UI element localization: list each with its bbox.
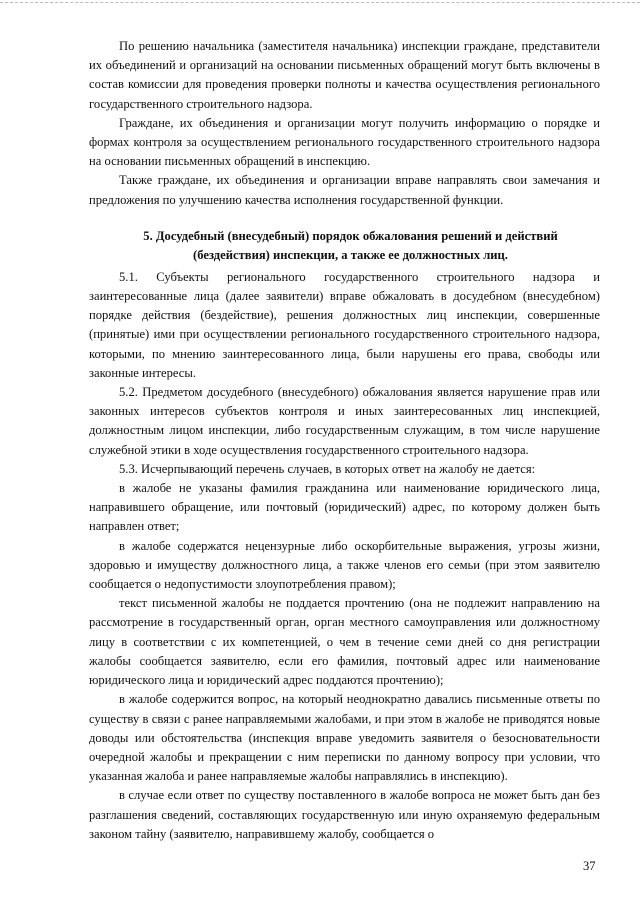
paragraph-5-3: 5.3. Исчерпывающий перечень случаев, в которых ответ на жалобу не дается: bbox=[119, 461, 536, 476]
document-body bbox=[89, 37, 600, 844]
case-repeated: в жалобе содержится вопрос, на который неоднократно давались письменные ответы по существу в связи с ранее направляемыми жалобами, и при этом в жалобе не приводятся новые доводы или обстоятельства (инспекция вправе уведомить заявителя о безосновательности очередной жалобы и прекращении с ним переписки по данному вопросу при условии, что указанная жалоба и ранее направляемые жалобы направлялись в инспекцию). bbox=[89, 692, 600, 784]
case-secret: в случае если ответ по существу поставленного в жалобе вопроса не может быть дан без разглашения сведений, составляющих государственную или иную охраняемую федеральным законом тайну (заявителю, направившему жалобу, сообщается о bbox=[89, 788, 600, 841]
paragraph-information: Граждане, их объединения и организации могут получить информацию о порядке и формах контроля за осуществлением регионального государственного строительного надзора на основании письменных обращений в инспекцию. bbox=[89, 115, 600, 169]
paragraph-5-2: 5.2. Предметом досудебного (внесудебного) обжалования является нарушение прав или законных интересов субъектов контроля и иных заинтересованных лиц инспекцией, должностным лицом инспекции, либо государственным служащим, в том числе нарушение служебной этики в ходе осуществления государственного строительного надзора. bbox=[89, 385, 600, 457]
case-unreadable: текст письменной жалобы не поддается прочтению (она не подлежит направлению на рассмотрение в государственный орган, орган местного самоуправления или должностному лицу в соответствии с их компетенцией, о чем в течение семи дней со дня регистрации жалобы сообщается заявителю, если его фамилия, почтовый адрес или наименование юридического лица и юридический адрес поддаются прочтению); bbox=[89, 596, 600, 688]
case-obscene: в жалобе содержатся нецензурные либо оскорбительные выражения, угрозы жизни, здоровью и имуществу должностного лица, а также членов его семьи (при этом заявителю сообщается о недопустимости злоупотребления правом); bbox=[89, 538, 600, 592]
page-number: 37 bbox=[583, 859, 596, 873]
paragraph-remarks: Также граждане, их объединения и организации вправе направлять свои замечания и предложения по улучшению качества исполнения государственной функции. bbox=[89, 173, 600, 207]
paragraph-5-1: 5.1. Субъекты регионального государственного строительного надзора и заинтересованные лица (далее заявители) вправе обжаловать в досудебном (внесудебном) порядке действия (бездействие), решения должностных лиц инспекции, совершенные (принятые) ими при осуществлении регионального государственного строительного надзора, которыми, по мнению заинтересованного лица, были нарушены его права, свободы или законные интересы. bbox=[89, 269, 600, 380]
scan-top-edge bbox=[0, 2, 640, 4]
paragraph-commission: По решению начальника (заместителя начальника) инспекции граждане, представители их объединений и организаций на основании письменных обращений могут быть включены в состав комиссии для проведения проверки полноты и качества осуществления регионального государственного строительного надзора. bbox=[89, 39, 600, 111]
section-heading: 5. Досудебный (внесудебный) порядок обжалования решений и действий (бездействия) инспекции, а также ее должностных лиц. bbox=[143, 228, 558, 263]
case-no-name: в жалобе не указаны фамилия гражданина или наименование юридического лица, направившего обращение, или почтовый (юридический) адрес, по которому должен быть направлен ответ; bbox=[89, 481, 600, 534]
